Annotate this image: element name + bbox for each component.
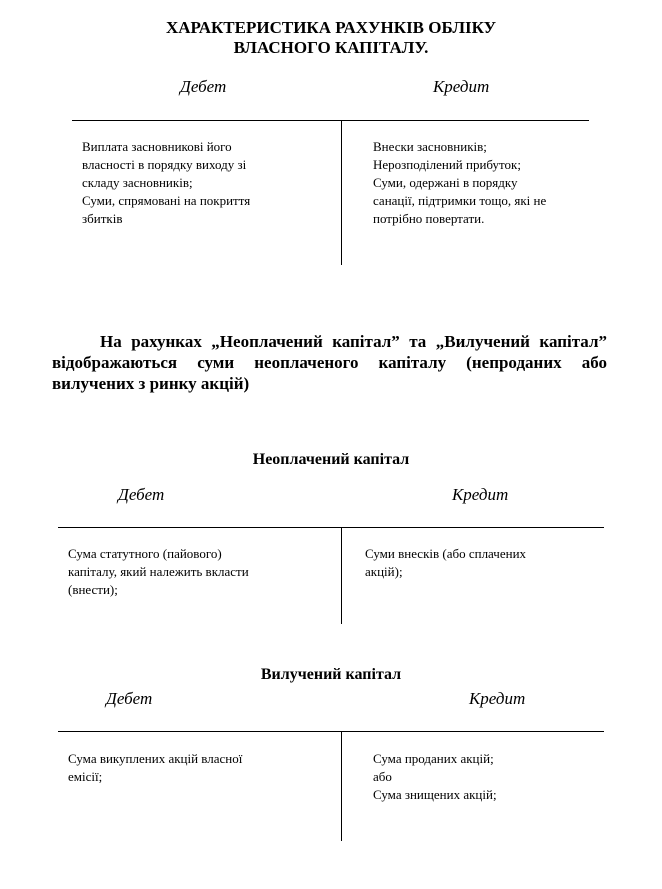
debit-entries: Виплата засновникові його власності в порядку виходу зі складу засновників; Суми, спрямовані на покриття збитків [82,139,251,226]
credit-label: Кредит [433,77,490,96]
section-title-unpaid-capital: Неоплачений капітал [252,451,410,468]
section-title-withdrawn-capital: Вилучений капітал [260,666,402,683]
t-account-vertical-line [341,527,342,624]
t-account-vertical-line [341,731,342,841]
credit-entries: Внески засновників; Нерозподілений прибуток; Суми, одержані в порядку санації, підтримки тощо, які не потрібно повертати. [373,139,547,226]
t-account-horizontal-line [58,527,604,528]
body-paragraph: На рахунках „Неоплачений капітал” та „Вилучений капітал” відображаються суми неоплаченого капіталу (непроданих або вилучених з ринку акцій) [52,332,607,393]
credit-label: Кредит [452,485,509,504]
page-title-line-1: ХАРАКТЕРИСТИКА РАХУНКІВ ОБЛІКУ [165,18,497,37]
t-account-horizontal-line [72,120,589,121]
debit-label: Дебет [106,689,153,708]
credit-label: Кредит [469,689,526,708]
page-title-line-2: ВЛАСНОГО КАПІТАЛУ. [233,38,429,57]
credit-entries: Суми внесків (або сплачених акцій); [365,546,527,579]
t-account-vertical-line [341,120,342,265]
debit-label: Дебет [118,485,165,504]
credit-entries: Сума проданих акцій; або Сума знищених акцій; [373,751,497,802]
debit-entries: Сума викуплених акцій власної емісії; [68,751,243,784]
debit-label: Дебет [180,77,227,96]
debit-entries: Сума статутного (пайового) капіталу, який належить вкласти (внести); [68,546,249,597]
t-account-horizontal-line [58,731,604,732]
